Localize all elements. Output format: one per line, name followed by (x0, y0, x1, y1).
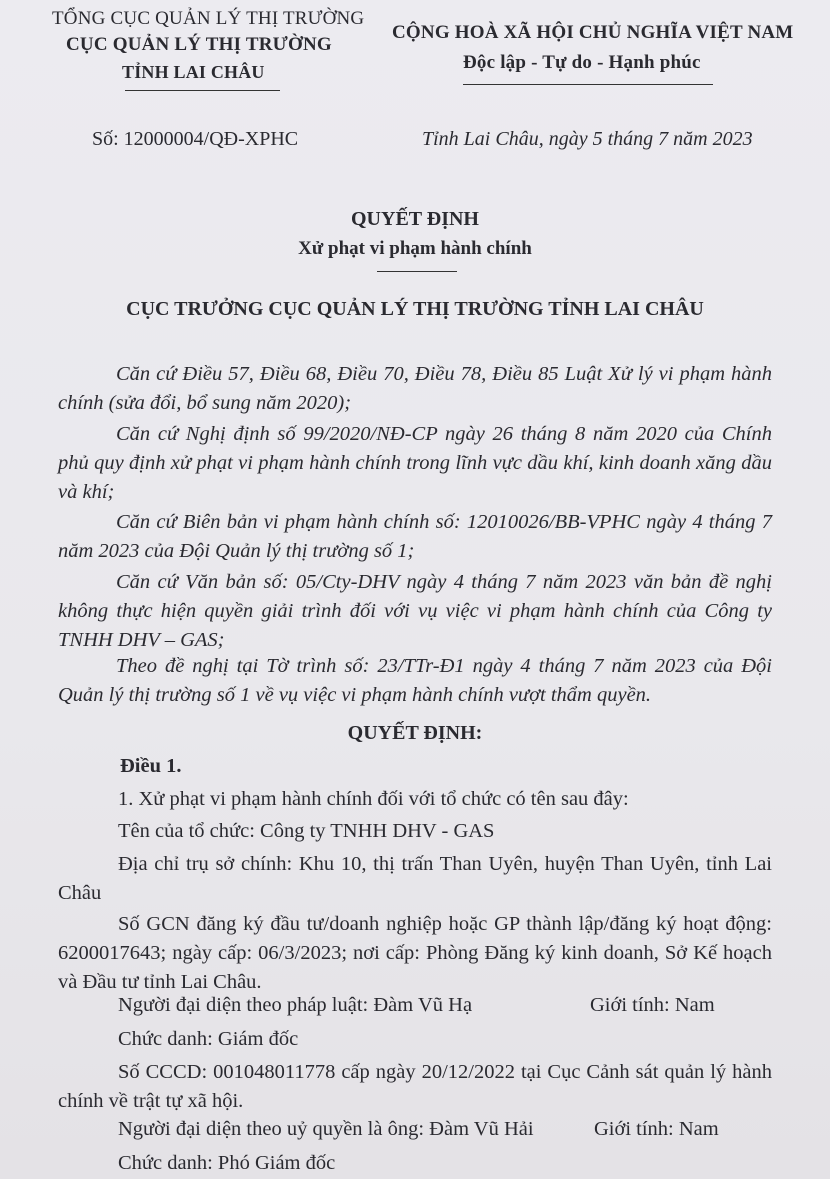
article-1-heading: Điều 1. (120, 755, 182, 777)
place-date: Tỉnh Lai Châu, ngày 5 tháng 7 năm 2023 (422, 128, 753, 150)
authorized-representative-gender: Giới tính: Nam (594, 1118, 719, 1140)
id-card-info: Số CCCD: 001048011778 cấp ngày 20/12/2022 tại Cục Cảnh sát quản lý hành chính về trật tự xã hội. (58, 1061, 772, 1112)
organization-name: Tên của tổ chức: Công ty TNHH DHV - GAS (118, 820, 495, 842)
header-right-line1: CỘNG HOÀ XÃ HỘI CHỦ NGHĨA VIỆT NAM (392, 22, 794, 43)
legal-basis-2: Căn cứ Nghị định số 99/2020/NĐ-CP ngày 26 tháng 8 năm 2020 của Chính phủ quy định xử phạt vi phạm hành chính trong lĩnh vực dầu khí, kinh doanh xăng dầu và khí; (58, 423, 772, 503)
header-left-rule (125, 90, 280, 91)
registration-info: Số GCN đăng ký đầu tư/doanh nghiệp hoặc GP thành lập/đăng ký hoạt động: 6200017643; ngày cấp: 06/3/2023; nơi cấp: Phòng Đăng ký kinh doanh, Sở Kế hoạch và Đầu tư tỉnh Lai Châu. (58, 913, 772, 993)
header-right-line2: Độc lập - Tự do - Hạnh phúc (463, 52, 701, 73)
document-title: QUYẾT ĐỊNH (351, 208, 479, 230)
legal-basis-4: Căn cứ Văn bản số: 05/Cty-DHV ngày 4 tháng 7 năm 2023 văn bản đề nghị không thực hiện quyền giải trình đối với vụ việc vi phạm hành chính của Công ty TNHH DHV – GAS; (58, 571, 772, 651)
legal-basis-5: Theo đề nghị tại Tờ trình số: 23/TTr-Đ1 ngày 4 tháng 7 năm 2023 của Đội Quản lý thị trường số 1 về vụ việc vi phạm hành chính vượt thẩm quyền. (58, 655, 772, 706)
legal-representative: Người đại diện theo pháp luật: Đàm Vũ Hạ (118, 994, 473, 1016)
header-left-line3: TỈNH LAI CHÂU (122, 62, 265, 82)
header-left-line2: CỤC QUẢN LÝ THỊ TRƯỜNG (66, 34, 332, 55)
header-left-line1: TỔNG CỤC QUẢN LÝ THỊ TRƯỜNG (52, 8, 365, 29)
legal-basis-1: Căn cứ Điều 57, Điều 68, Điều 70, Điều 78, Điều 85 Luật Xử lý vi phạm hành chính (sửa đổi, bổ sung năm 2020); (58, 363, 772, 414)
document-number: Số: 12000004/QĐ-XPHC (92, 128, 299, 150)
header-right-rule (463, 84, 713, 85)
authorized-representative: Người đại diện theo uỷ quyền là ông: Đàm Vũ Hải (118, 1118, 534, 1140)
legal-representative-gender: Giới tính: Nam (590, 994, 715, 1016)
organization-address: Địa chỉ trụ sở chính: Khu 10, thị trấn Than Uyên, huyện Than Uyên, tỉnh Lai Châu (58, 853, 772, 904)
issuer-heading: CỤC TRƯỞNG CỤC QUẢN LÝ THỊ TRƯỜNG TỈNH LAI CHÂU (126, 298, 704, 320)
article-1-item-1: 1. Xử phạt vi phạm hành chính đối với tổ chức có tên sau đây: (118, 788, 629, 810)
legal-representative-title: Chức danh: Giám đốc (118, 1028, 299, 1050)
authorized-representative-title: Chức danh: Phó Giám đốc (118, 1152, 336, 1174)
legal-basis-3: Căn cứ Biên bản vi phạm hành chính số: 12010026/BB-VPHC ngày 4 tháng 7 năm 2023 của Đội Quản lý thị trường số 1; (58, 511, 772, 562)
title-rule (377, 271, 457, 272)
decision-heading: QUYẾT ĐỊNH: (347, 722, 483, 744)
document-subtitle: Xử phạt vi phạm hành chính (298, 238, 532, 259)
